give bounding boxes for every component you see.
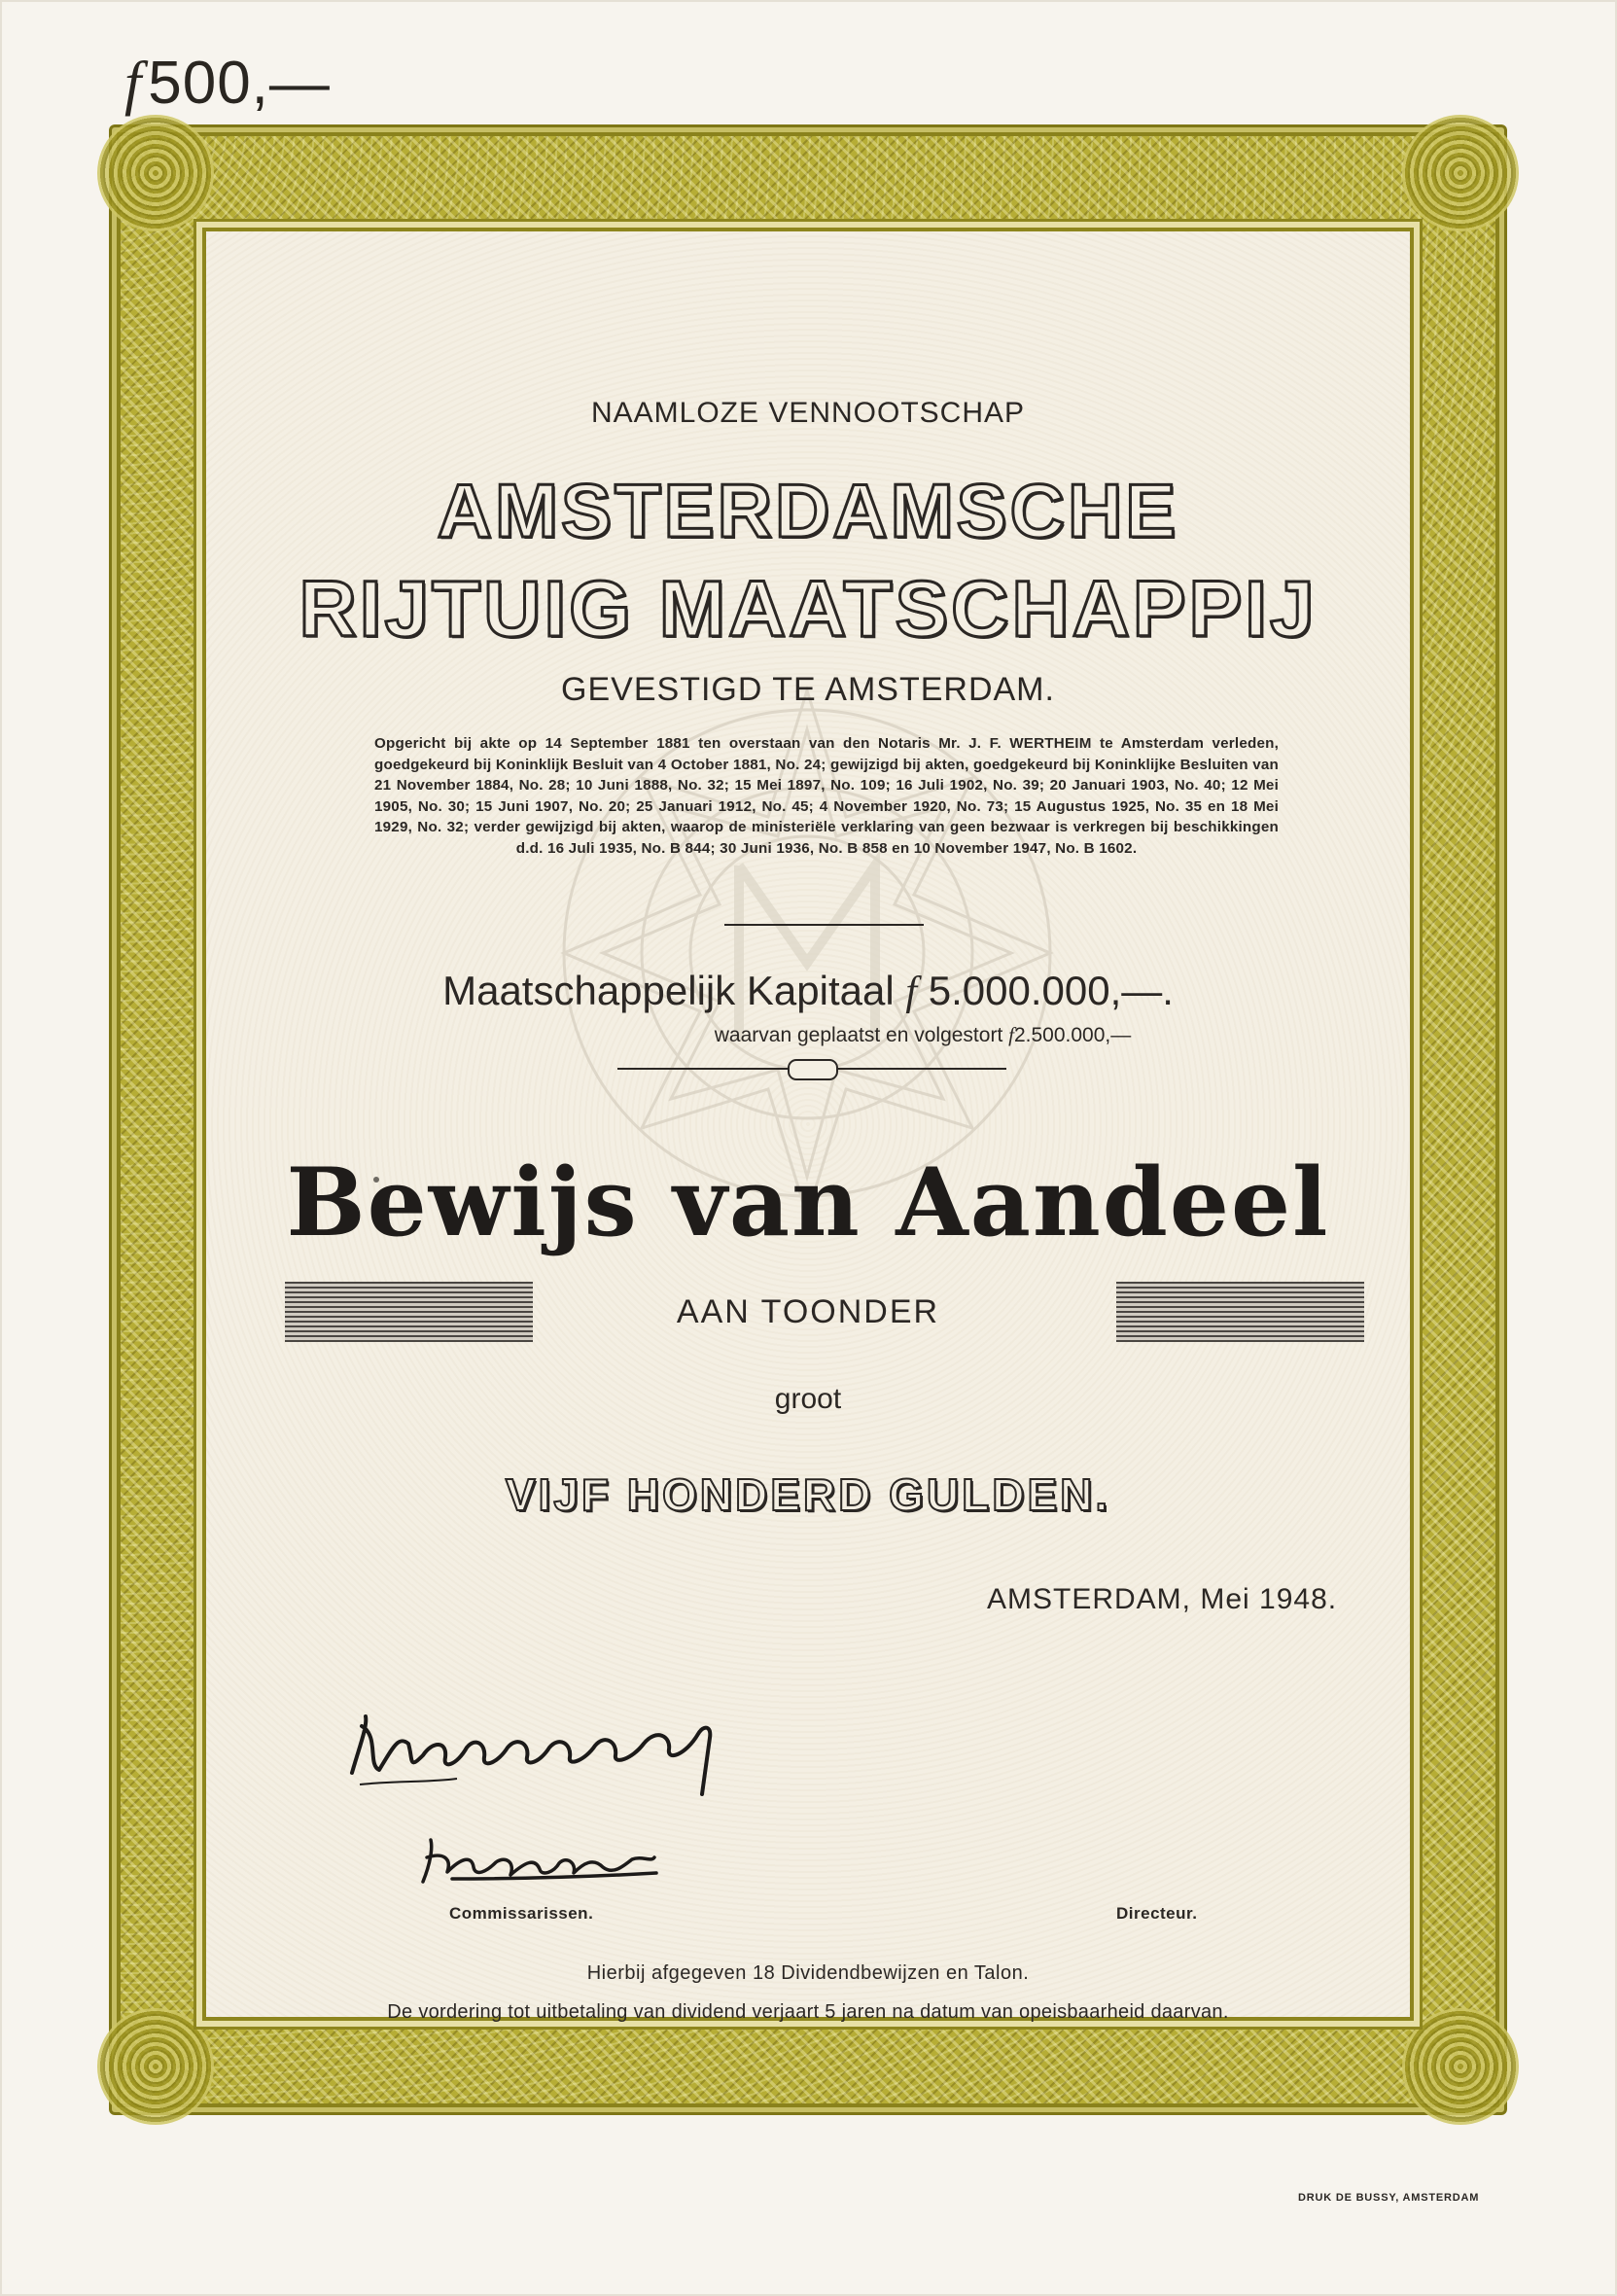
signatory-left-label: Commissarissen. bbox=[449, 1904, 594, 1923]
dividend-limitation-note: De vordering tot uitbetaling van dividend verjaart 5 jaren na datum van opeisbaarheid daarvan. bbox=[387, 2001, 1229, 2023]
certificate-title: Bewijs van Aandeel bbox=[286, 1148, 1330, 1257]
denomination bbox=[124, 49, 331, 119]
divider-ornament bbox=[788, 1059, 838, 1080]
coupons-note: Hierbij afgegeven 18 Dividendbewijzen en Talon. bbox=[586, 1962, 1030, 1984]
value-in-words: VIJF HONDERD GULDEN. bbox=[505, 1469, 1111, 1520]
size-word: groot bbox=[774, 1383, 842, 1415]
issued-symbol: f bbox=[1008, 1023, 1014, 1046]
corner-ornament bbox=[1402, 2008, 1519, 2125]
corner-ornament bbox=[97, 115, 214, 231]
capital-symbol: f bbox=[905, 970, 918, 1014]
capital-label: Maatschappelijk Kapitaal bbox=[442, 968, 895, 1013]
corner-ornament bbox=[97, 2008, 214, 2125]
signature-commissaris-2 bbox=[413, 1828, 671, 1896]
capital-amount: 5.000.000,—. bbox=[928, 968, 1174, 1013]
company-seat: GEVESTIGD TE AMSTERDAM. bbox=[561, 671, 1055, 708]
signatory-right-label: Directeur. bbox=[1116, 1904, 1198, 1923]
divider bbox=[724, 924, 924, 926]
denomination-amount: 500,— bbox=[148, 50, 331, 117]
place-and-date: AMSTERDAM, Mei 1948. bbox=[987, 1583, 1338, 1615]
signature-commissaris-1 bbox=[340, 1687, 758, 1804]
issued-label: waarvan geplaatst en volgestort bbox=[714, 1024, 1003, 1046]
statutes-text: Opgericht bij akte op 14 September 1881 ten overstaan van den Notaris Mr. J. F. WERTHEIM te Amsterdam verleden, goedgekeurd bij Koninklijk Besluit van 4 October 1881, No. 24; gewijzigd bij akten, goedgekeurd bij Koninklijke Besluiten van 21 November 1884, No. 28; 10 Juni 1888, No. 32; 15 Mei 1897, No. 109; 16 Juli 1902, No. 39; 20 Januari 1903, No. 40; 12 Mei 1905, No. 30; 15 Juni 1907, No. 20; 25 Januari 1912, No. 45; 4 November 1920, No. 73; 15 Augustus 1925, No. 35 en 18 Mei 1929, No. 32; verder gewijzigd bij akten, waarop de ministeriële verklaring van geen bezwaar is verkregen bij beschikkingen d.d. 16 Juli 1935, No. B 844; 30 Juni 1936, No. B 858 en 10 November 1947, No. B 1602. bbox=[374, 735, 1279, 857]
currency-symbol: f bbox=[124, 51, 143, 117]
printer-imprint: DRUK DE BUSSY, AMSTERDAM bbox=[1298, 2192, 1480, 2204]
authorized-capital bbox=[206, 968, 1410, 1015]
bearer-label: AAN TOONDER bbox=[676, 1293, 940, 1330]
issued-amount: 2.500.000,— bbox=[1013, 1024, 1132, 1046]
corner-ornament bbox=[1402, 115, 1519, 231]
company-name-line2: RIJTUIG MAATSCHAPPIJ bbox=[299, 565, 1318, 653]
legal-form: NAAMLOZE VENNOOTSCHAP bbox=[590, 397, 1026, 429]
company-name-line1: AMSTERDAMSCHE bbox=[437, 468, 1179, 553]
issued-capital bbox=[321, 1023, 1525, 1047]
